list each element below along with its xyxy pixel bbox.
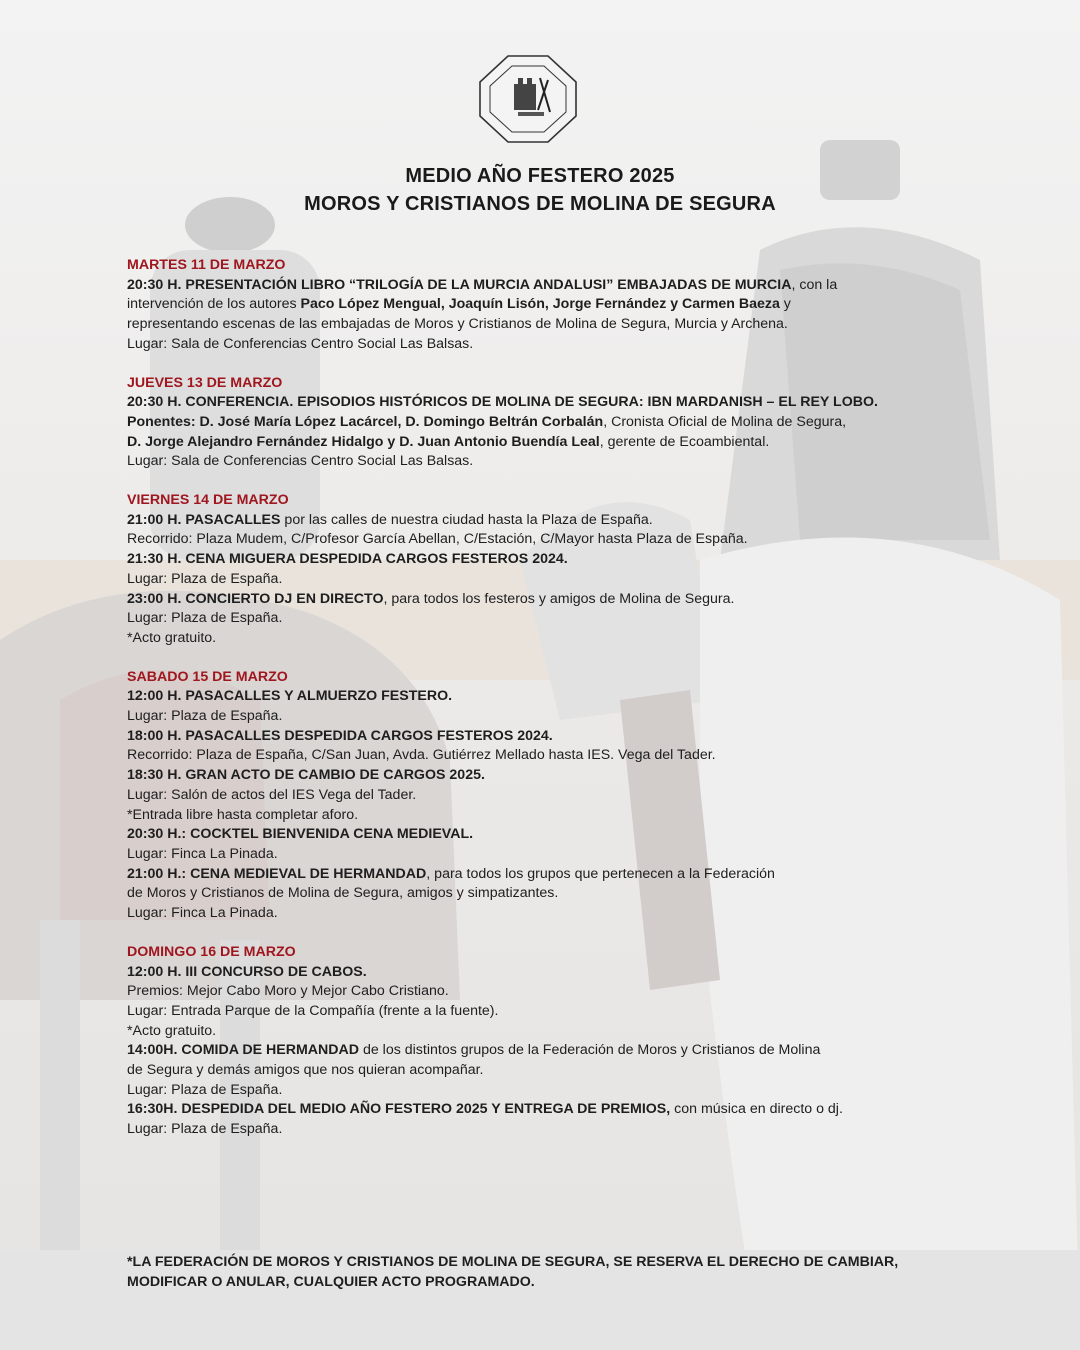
event-highlight-text: D. Jorge Alejandro Fernández Hidalgo y D. Juan Antonio Buendía Leal [127,433,600,450]
event-text: , gerente de Ecoambiental. [599,433,770,450]
disclaimer-note [127,1253,957,1292]
event-text: , para todos los festeros y amigos de Molina de Segura. [383,590,735,607]
event-text: Recorrido: Plaza de España, C/San Juan, Avda. Gutiérrez Mellado hasta IES. Vega del Tader. [127,747,716,764]
page-title-line-1: MEDIO AÑO FESTERO 2025 [405,165,675,187]
event-line [127,1081,947,1101]
event-line [127,963,947,983]
day-title: SABADO 15 DE MARZO [127,668,288,685]
event-text: representando escenas de las embajadas de Moros y Cristianos de Molina de Segura, Murcia y Archena. [127,316,788,333]
event-text: por las calles de nuestra ciudad hasta la Plaza de España. [280,511,653,528]
event-highlight-text: 12:00 H. PASACALLES Y ALMUERZO FESTERO. [127,688,453,705]
event-line [127,550,947,570]
event-line [127,276,947,296]
event-highlight-text: 18:30 H. GRAN ACTO DE CAMBIO DE CARGOS 2025. [127,767,485,784]
event-text: Lugar: Plaza de España. [127,570,283,587]
event-text: *Acto gratuito. [127,629,217,646]
event-line [127,727,947,747]
event-line [127,845,947,865]
event-line [127,1002,947,1022]
event-line [127,335,947,355]
event-text: de los distintos grupos de la Federación de Moros y Cristianos de Molina [359,1042,821,1059]
event-line [127,766,947,786]
event-line [127,1022,947,1042]
event-text: Premios: Mejor Cabo Moro y Mejor Cabo Cristiano. [127,983,449,1000]
event-text: *Acto gratuito. [127,1022,217,1039]
event-text: con música en directo o dj. [670,1101,843,1118]
event-text: Lugar: Plaza de España. [127,1121,283,1138]
event-text: Lugar: Plaza de España. [127,708,283,725]
event-text: intervención de los autores [127,296,301,313]
event-highlight-text: 21:30 H. CENA MIGUERA DESPEDIDA CARGOS FESTEROS 2024. [127,551,568,568]
event-highlight-text: 20:30 H. PRESENTACIÓN LIBRO “TRILOGÍA DE LA MURCIA ANDALUSI” EMBAJADAS DE MURCIA [127,276,792,293]
event-highlight-text: 16:30H. DESPEDIDA DEL MEDIO AÑO FESTERO 2025 Y ENTREGA DE PREMIOS, [127,1101,671,1118]
event-highlight-text: 21:00 H. PASACALLES [127,511,281,528]
event-text: Lugar: Finca La Pinada. [127,905,278,922]
day-title: VIERNES 14 DE MARZO [127,492,289,509]
event-text: , para todos los grupos que pertenecen a la Federación [426,865,775,882]
event-line [127,904,947,924]
event-text: Lugar: Salón de actos del IES Vega del Tader. [127,786,417,803]
event-highlight-text: 14:00H. COMIDA DE HERMANDAD [127,1042,360,1059]
event-line [127,530,947,550]
event-text: Lugar: Plaza de España. [127,610,283,627]
event-text: Recorrido: Plaza Mudem, C/Profesor García Abellan, C/Estación, C/Mayor hasta Plaza de España. [127,531,748,548]
event-line [127,1100,947,1120]
event-line [127,687,947,707]
event-text: *Entrada libre hasta completar aforo. [127,806,359,823]
day-section [127,668,947,924]
day-title: MARTES 11 DE MARZO [127,257,286,273]
event-highlight-text: 23:00 H. CONCIERTO DJ EN DIRECTO [127,590,384,607]
event-text: , Cronista Oficial de Molina de Segura, [603,413,847,430]
event-highlight-text: 20:30 H.: COCKTEL BIENVENIDA CENA MEDIEVAL. [127,826,474,843]
event-text: , con la [791,276,838,293]
event-line [127,884,947,904]
event-line [127,746,947,766]
event-program [127,256,947,1159]
event-highlight-text: Paco López Mengual, Joaquín Lisón, Jorge Fernández y Carmen Baeza [300,296,780,313]
event-line [127,433,947,453]
event-line [127,1061,947,1081]
day-section [127,256,947,355]
event-text: Lugar: Entrada Parque de la Compañía (frente a la fuente). [127,1002,499,1019]
event-line [127,1041,947,1061]
event-text: Lugar: Finca La Pinada. [127,845,278,862]
event-text: Lugar: Plaza de España. [127,1081,283,1098]
event-line [127,609,947,629]
event-text: y [779,296,791,313]
event-text: Lugar: Sala de Conferencias Centro Social Las Balsas. [127,335,474,352]
event-line [127,393,947,413]
federation-crest-icon [478,54,578,144]
day-section [127,374,947,473]
day-section [127,943,947,1140]
event-line [127,786,947,806]
event-highlight-text: 20:30 H. CONFERENCIA. EPISODIOS HISTÓRICOS DE MOLINA DE SEGURA: IBN MARDANISH – EL REY LOBO. [127,394,878,411]
page-title-line-2: MOROS Y CRISTIANOS DE MOLINA DE SEGURA [304,193,776,215]
event-highlight-text: 18:00 H. PASACALLES DESPEDIDA CARGOS FESTEROS 2024. [127,727,553,744]
event-highlight-text: 12:00 H. III CONCURSO DE CABOS. [127,963,367,980]
event-line [127,315,947,335]
event-highlight-text: 21:00 H.: CENA MEDIEVAL DE HERMANDAD [127,865,427,882]
event-line [127,452,947,472]
event-line [127,413,947,433]
event-highlight-text: Ponentes: D. José María López Lacárcel, D. Domingo Beltrán Corbalán [127,413,604,430]
day-title: DOMINGO 16 DE MARZO [127,943,296,960]
event-line [127,590,947,610]
event-line [127,295,947,315]
event-line [127,865,947,885]
disclaimer-line: MODIFICAR O ANULAR, CUALQUIER ACTO PROGRAMADO. [127,1273,535,1290]
disclaimer-line: *LA FEDERACIÓN DE MOROS Y CRISTIANOS DE MOLINA DE SEGURA, SE RESERVA EL DERECHO DE CAMBIAR, [127,1254,899,1270]
event-line [127,570,947,590]
event-line [127,825,947,845]
event-line [127,511,947,531]
event-text: de Moros y Cristianos de Molina de Segura, amigos y simpatizantes. [127,885,559,902]
event-line [127,707,947,727]
event-text: de Segura y demás amigos que nos quieran acompañar. [127,1062,484,1079]
event-line [127,629,947,649]
day-title: JUEVES 13 DE MARZO [127,374,283,391]
event-line [127,806,947,826]
event-line [127,982,947,1002]
event-text: Lugar: Sala de Conferencias Centro Social Las Balsas. [127,453,474,470]
day-section [127,491,947,649]
event-line [127,1120,947,1140]
